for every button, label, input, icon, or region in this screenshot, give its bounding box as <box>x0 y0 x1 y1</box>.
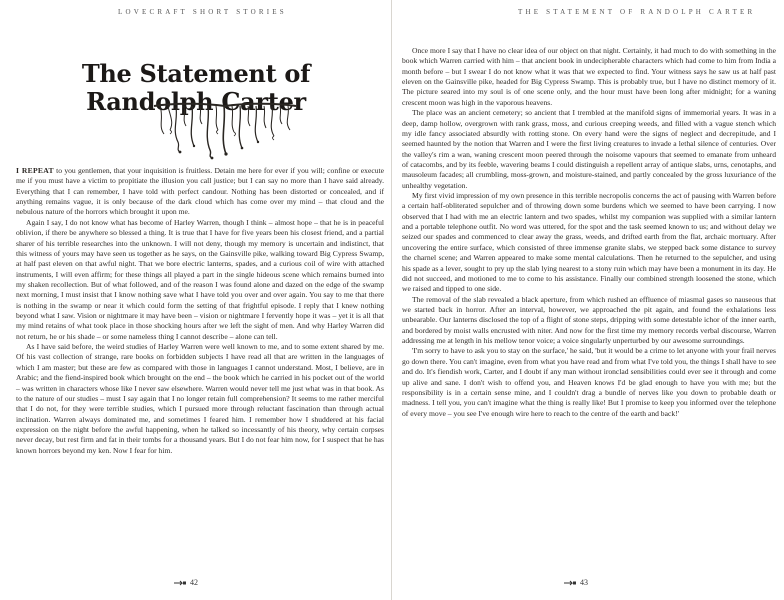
right-body-text <box>402 46 776 419</box>
paragraph: Once more I say that I have no clear idea of our object on that night. Certainly, it had much to do with something in the book which Warren carried with him – that ancient book in undecipherable characters which had come to him from India a month before – but I swear I do not know what it was that we expected to find. Your witness says he saw us at half past eleven on the Gainsville pike, headed for Big Cypress Swamp. This is probably true, but I have no distinct memory of it. The picture seared into my soul is of one scene only, and the hour must have been long after midnight; for a waning crescent moon was high in the vaporous heavens. <box>402 46 776 107</box>
page-number-right <box>564 578 588 587</box>
paragraph <box>16 166 384 218</box>
paragraph: The removal of the slab revealed a black aperture, from which rushed an effluence of miasmal gases so nauseous that we started back in horror. After an interval, however, we approached the pit again, and found the exhalations less unbearable. Our lanterns disclosed the top of a flight of stone steps, dripping with some detestable ichor of the inner earth, and bordered by moist walls encrusted with niter. And now for the first time my memory records verbal discourse, Warren addressing me at length in his mellow tenor voice; a voice singularly unperturbed by our awesome surroundings. <box>402 294 776 346</box>
story-title-line1: The Statement of <box>81 59 311 88</box>
left-body-text <box>16 166 384 456</box>
folio-ornament-icon <box>174 580 186 586</box>
paragraph: My first vivid impression of my own presence in this terrible necropolis concerns the act of pausing with Warren before a certain half-obliterated sepulcher and of throwing down some burdens which we seemed to have been carrying. I now observed that I had with me an electric lantern and two spades, whilst my companion was supplied with a similar lantern and a portable telephone outfit. No word was uttered, for the spot and the task seemed known to us; and without delay we seized our spades and commenced to clear away the grass, weeds, and drifted earth from the flat, archaic mortuary. After uncovering the entire surface, which consisted of three immense granite slabs, we stepped back some distance to survey the charnel scene; and Warren appeared to make some mental calculations. Then he returned to the sepulcher, and using his spade as a lever, sought to pry up the slab lying nearest to a stony ruin which may have been a monument in its day. He did not succeed, and motioned to me to come to his assistance. Finally our combined strength loosened the stone, which we raised and tipped to one side. <box>402 191 776 294</box>
lead-words: I REPEAT <box>16 166 54 175</box>
folio-ornament-icon <box>564 580 576 586</box>
hanging-vines-ornament <box>150 100 300 160</box>
page-number: 43 <box>580 578 588 587</box>
paragraph: 'I'm sorry to have to ask you to stay on the surface,' he said, 'but it would be a crime to let anyone with your frail nerves go down there. You can't imagine, even from what you have read and from what I've told you, the things I shall have to see and do. It's fiendish work, Carter, and I doubt if any man without ironclad sensibilities could ever see it through and come up alive and sane. I don't wish to offend you, and Heaven knows I'd be glad enough to have you with me; but the responsibility is in a certain sense mine, and I couldn't drag a bundle of nerves like you down to probable death or madness. I tell you, you can't imagine what the thing is really like! But I promise to keep you informed over the telephone of every move – you see I've enough wire here to reach to the centre of the earth and back!' <box>402 346 776 418</box>
running-head-left: LOVECRAFT SHORT STORIES <box>118 8 287 16</box>
right-page <box>392 0 784 600</box>
running-head-right: THE STATEMENT OF RANDOLPH CARTER <box>518 8 756 16</box>
paragraph: As I have said before, the weird studies of Harley Warren were well known to me, and to some extent shared by me. Of his vast collection of strange, rare books on forbidden subjects I have read all that are written in the languages of which I am master; but these are few as compared with those in languages I cannot understand. Most, I believe, are in Arabic; and the fiend-inspired book which brought on the end – the book which he carried in his pocket out of the world – was written in characters whose like I never saw elsewhere. Warren would never tell me just what was in that book. As to the nature of our studies – must I say again that I no longer retain full comprehension? It seems to me rather merciful that I do not, for they were terrible studies, which I pursued more through reluctant fascination than through actual inclination. Warren always dominated me, and sometimes I feared him. I remember how I shuddered at his facial expression on the night before the awful happening, when he talked so incessantly of his theory, why certain corpses never decay, but rest firm and fat in their tombs for a thousand years. But I do not fear him now, for I suspect that he has known horrors beyond my ken. Now I fear for him. <box>16 342 384 455</box>
story-title-line2: Randolph Carter <box>86 87 306 116</box>
page-number: 42 <box>190 578 198 587</box>
page-number-left <box>174 578 198 587</box>
paragraph: Again I say, I do not know what has become of Harley Warren, though I think – almost hope – that he is in peaceful oblivion, if there be anywhere so blessed a thing. It is true that I have for five years been his closest friend, and a partial sharer of his terrible researches into the unknown. I will not deny, though my memory is uncertain and indistinct, that this witness of yours may have seen us together as he says, on the Gainsville pike, walking toward Big Cypress Swamp, at half past eleven on that awful night. That we bore electric lanterns, spades, and a curious coil of wire with attached instruments, I will even affirm; for these things all played a part in the single hideous scene which remains burned into my shaken recollection. But of what followed, and of the reason I was found alone and dazed on the edge of the swamp next morning, I must insist that I know nothing save what I have told you over and over again. You say to me that there is nothing in the swamp or near it which could form the setting of that frightful episode. I reply that I knew nothing beyond what I saw. Vision or nightmare it may have been – vision or nightmare I fervently hope it was – yet it is all that my mind retains of what took place in those shocking hours after we left the sight of men. And why Harley Warren did not return, he or his shade – or some nameless thing I cannot describe – alone can tell. <box>16 217 384 341</box>
paragraph: The place was an ancient cemetery; so ancient that I trembled at the manifold signs of immemorial years. It was in a deep, damp hollow, overgrown with rank grass, moss, and curious creeping weeds, and filled with a vague stench which my idle fancy associated absurdly with rotting stone. On every hand were the signs of neglect and decrepitude, and I seemed haunted by the notion that Warren and I were the first living creatures to invade a lethal silence of centuries. Over the valley's rim a wan, waning crescent moon peered through the noisome vapours that seemed to emanate from unheard of catacombs, and by its feeble, wavering beams I could distinguish a repellent array of antique slabs, urns, cenotaphs, and mausoleum facades; all crumbling, moss-grown, and moisture-stained, and partly concealed by the gross luxuriance of the unhealthy vegetation. <box>402 108 776 190</box>
paragraph-text: to you gentlemen, that your inquisition is fruitless. Detain me here for ever if you will; confine or execute me if you must have a victim to propitiate the illusion you call justice; but I can say no more than I have said already. Everything that I can remember, I have told with perfect candour. Nothing has been distorted or concealed, and if anything remains vague, it is only because of the dark cloud which has come over my mind – that cloud and the nebulous nature of the horrors which brought it upon me. <box>16 166 384 217</box>
